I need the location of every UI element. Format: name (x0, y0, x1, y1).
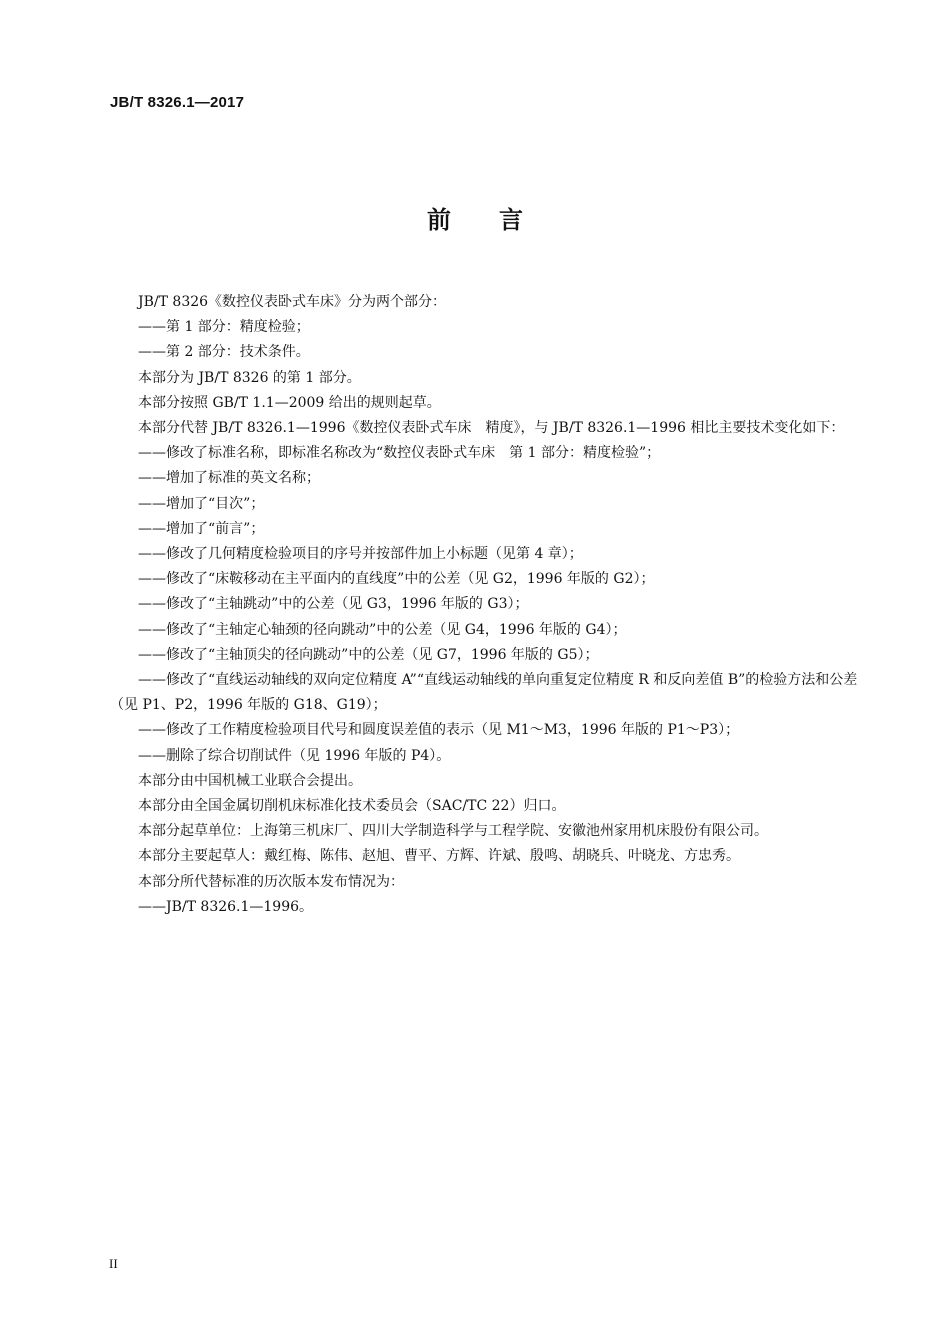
paragraph: 本部分主要起草人：戴红梅、陈伟、赵旭、曹平、方辉、许斌、殷鸣、胡晓兵、叶晓龙、方忠秀。 (138, 848, 740, 865)
paragraph: ——修改了“直线运动轴线的双向定位精度 A”“直线运动轴线的单向重复定位精度 R 和反向差值 B”的检验方法和公差（见 P1、P2，1996 年版的 G18、G19）； (110, 672, 858, 714)
paragraph: ——第 2 部分：技术条件。 (138, 344, 310, 361)
paragraph: 本部分由全国金属切削机床标准化技术委员会（SAC/TC 22）归口。 (138, 798, 566, 815)
paragraph: ——第 1 部分：精度检验； (138, 319, 310, 336)
paragraph: 本部分代替 JB/T 8326.1—1996《数控仪表卧式车床 精度》，与 JB/T 8326.1—1996 相比主要技术变化如下： (138, 420, 845, 437)
paragraph: ——修改了“主轴跳动”中的公差（见 G3，1996 年版的 G3）； (138, 596, 529, 613)
paragraph: ——修改了“主轴顶尖的径向跳动”中的公差（见 G7，1996 年版的 G5）； (138, 646, 599, 663)
paragraph: ——删除了综合切削试件（见 1996 年版的 P4）。 (138, 747, 451, 764)
page-title: 前言 (427, 206, 571, 234)
paragraph: ——增加了“目次”； (138, 495, 265, 512)
paragraph: JB/T 8326《数控仪表卧式车床》分为两个部分： (138, 294, 447, 310)
standard-code: JB/T 8326.1—2017 (110, 94, 245, 111)
paragraph: ——修改了工作精度检验项目代号和圆度误差值的表示（见 M1～M3，1996 年版的 P1～P3）； (138, 722, 740, 739)
paragraph: ——修改了“主轴定心轴颈的径向跳动”中的公差（见 G4，1996 年版的 G4）； (138, 621, 627, 638)
paragraph: 本部分起草单位：上海第三机床厂、四川大学制造科学与工程学院、安徽池州家用机床股份有限公司。 (138, 823, 768, 840)
paragraph: ——修改了几何精度检验项目的序号并按部件加上小标题（见第 4 章）； (138, 546, 583, 563)
paragraph: ——增加了标准的英文名称； (138, 470, 320, 487)
paragraph: ——JB/T 8326.1—1996。 (138, 898, 314, 915)
paragraph: 本部分为 JB/T 8326 的第 1 部分。 (138, 369, 361, 386)
paragraph: ——增加了“前言”； (138, 520, 265, 537)
paragraph: ——修改了“床鞍移动在主平面内的直线度”中的公差（见 G2，1996 年版的 G2）； (138, 571, 655, 588)
paragraph: 本部分由中国机械工业联合会提出。 (138, 772, 362, 789)
paragraph: ——修改了标准名称，即标准名称改为“数控仪表卧式车床 第 1 部分：精度检验”； (138, 445, 661, 462)
paragraph: 本部分按照 GB/T 1.1—2009 给出的规则起草。 (138, 394, 441, 411)
foreword-body (110, 290, 870, 920)
paragraph: 本部分所代替标准的历次版本发布情况为： (138, 873, 404, 890)
page-number: II (109, 1256, 118, 1271)
